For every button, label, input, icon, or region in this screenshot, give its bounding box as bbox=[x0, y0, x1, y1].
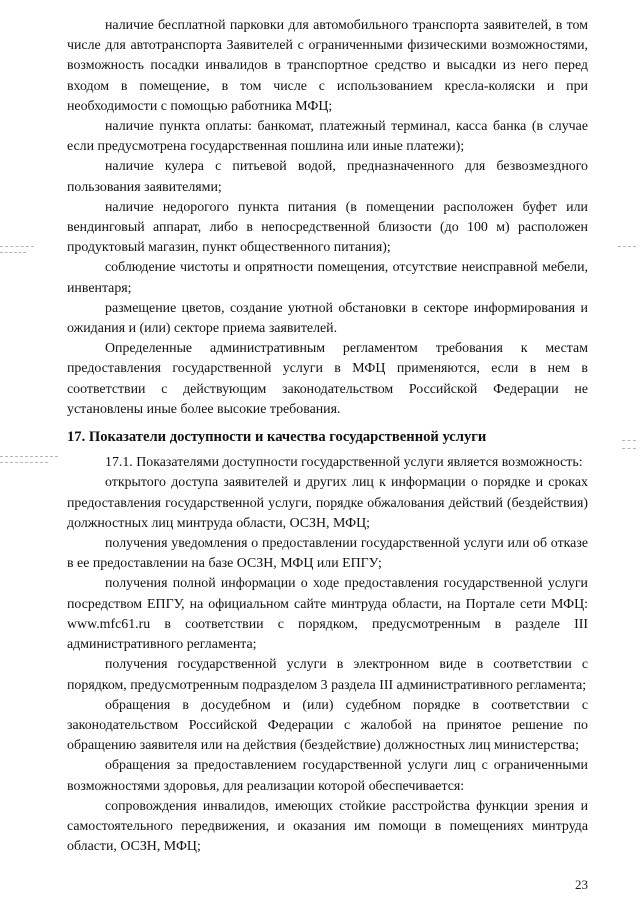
scan-artifact bbox=[0, 252, 26, 253]
scan-artifact bbox=[622, 440, 636, 441]
paragraph-requirements: Определенные административным регламентом требования к местам предоставления государственной услуги в МФЦ применяются, если в нем в соответствии с действующим законодательством Российской Федерации не установлены иные более высокие требования. bbox=[67, 341, 588, 417]
paragraph-full-information: получения полной информации о ходе предоставления государственной услуги посредством ЕПГУ, на официальном сайте минтруда области, на Портале сети МФЦ: www.mfc61.ru в соответствии с порядком, предусмотренным в разделе III административного регламента; bbox=[67, 576, 588, 653]
paragraph-food-point: наличие недорогого пункта питания (в помещении расположен буфет или вендинговый аппарат, либо в непосредственной близости (до 100 м) расположен продуктовый магазин, пункт общественного питания); bbox=[67, 199, 588, 256]
paragraph-electronic-service: получения государственной услуги в электронном виде в соответствии с порядком, предусмотренным подразделом 3 раздела III административного регламента; bbox=[67, 657, 588, 693]
paragraph-flowers: размещение цветов, создание уютной обстановки в секторе информирования и ожидания и (или) секторе приема заявителей. bbox=[67, 300, 588, 337]
paragraph-payment-point: наличие пункта оплаты: банкомат, платежный терминал, касса банка (в случае если предусмотрена государственная пошлина или иные платежи); bbox=[67, 119, 588, 155]
section-heading: 17. Показатели доступности и качества государственной услуги bbox=[67, 429, 487, 446]
paragraph-parking: наличие бесплатной парковки для автомобильного транспорта заявителей, в том числе для автотранспорта Заявителей с ограниченными физическими возможностями, возможность посадки инвалидов в транспортное средство и высадки из него перед входом в помещение, в том числе с использованием кресла-коляски и при необходимости с помощью работника МФЦ; bbox=[67, 18, 588, 114]
paragraph-notification: получения уведомления о предоставлении государственной услуги или об отказе в ее предоставлении на базе ОСЗН, МФЦ или ЕПГУ; bbox=[67, 536, 588, 572]
paragraph-limited-abilities: обращения за предоставлением государственной услуги лиц с ограниченными возможностями здоровья, для реализации которой обеспечивается: bbox=[67, 758, 588, 794]
paragraph-appeal: обращения в досудебном и (или) судебном порядке в соответствии с законодательством Российской Федерации с жалобой на принятое решение по обращению заявителя или на действия (бездействие) должностных лиц министерства; bbox=[67, 697, 588, 754]
page-number: 23 bbox=[575, 877, 588, 892]
scan-artifact bbox=[0, 246, 34, 247]
paragraph-escort: сопровождения инвалидов, имеющих стойкие расстройства функции зрения и самостоятельного передвижения, и оказания им помощи в помещениях минтруда области, ОСЗН, МФЦ; bbox=[67, 798, 588, 855]
scan-artifact bbox=[0, 456, 58, 457]
document-page bbox=[67, 16, 588, 857]
paragraph-cleanliness: соблюдение чистоты и опрятности помещения, отсутствие неисправной мебели, инвентаря; bbox=[67, 260, 588, 296]
scan-artifact bbox=[618, 246, 636, 247]
paragraph-water-cooler: наличие кулера с питьевой водой, предназначенного для безвозмездного пользования заявителями; bbox=[67, 159, 588, 195]
paragraph-open-access: открытого доступа заявителей и других лиц к информации о порядке и сроках предоставления государственной услуги, порядке обжалования действий (бездействия) должностных лиц минтруда области, ОСЗН, МФЦ; bbox=[67, 475, 588, 531]
scan-artifact bbox=[0, 462, 48, 463]
paragraph-accessibility-intro: 17.1. Показателями доступности государственной услуги является возможность: bbox=[105, 455, 583, 471]
scan-artifact bbox=[622, 448, 636, 449]
